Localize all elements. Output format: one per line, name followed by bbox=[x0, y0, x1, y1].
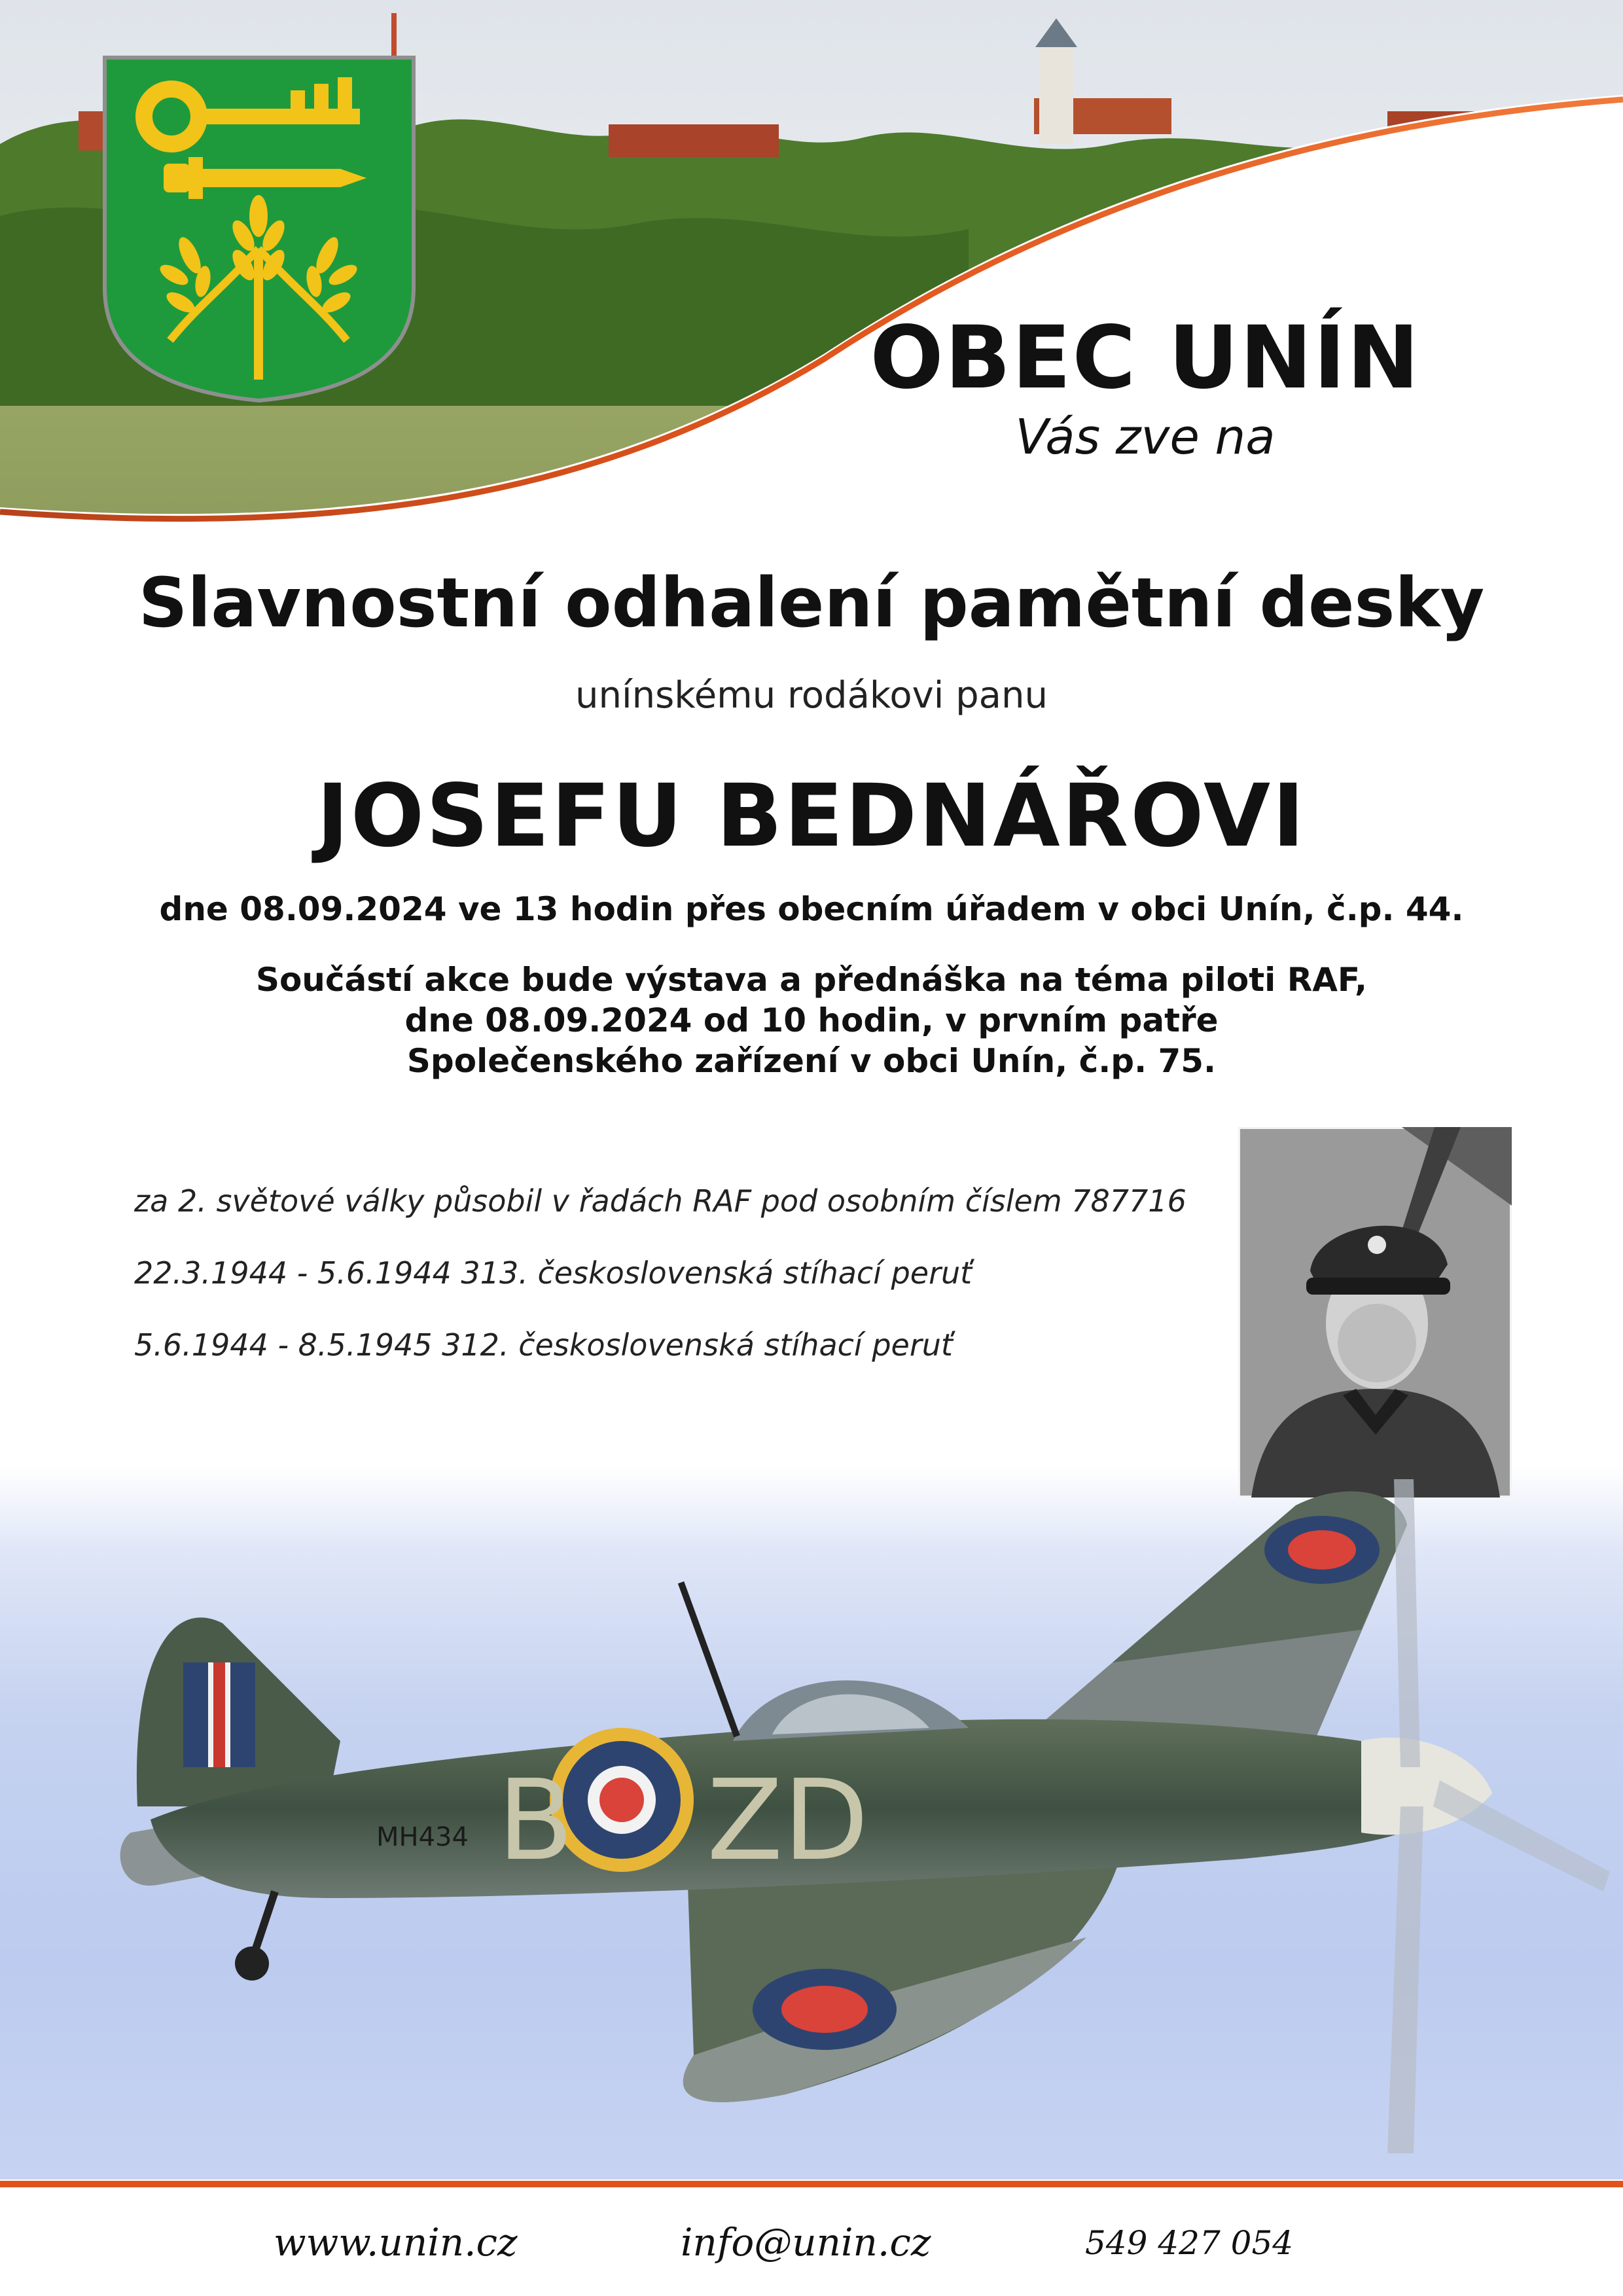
spitfire-aircraft bbox=[0, 1466, 1623, 2179]
pilot-portrait bbox=[1238, 1127, 1512, 1498]
coat-of-arms-icon bbox=[105, 58, 414, 401]
municipality-title: OBEC UNÍN bbox=[870, 308, 1421, 408]
honoree-name: JOSEFU BEDNÁŘOVI bbox=[316, 766, 1307, 867]
invite-line: Vás zve na bbox=[1015, 409, 1275, 465]
footer-email[interactable]: info@unin.cz bbox=[681, 2220, 931, 2265]
aircraft-letter-left: B bbox=[497, 1756, 574, 1886]
event-title: Slavnostní odhalení pamětní desky bbox=[138, 563, 1485, 643]
extra-line-3: Společenského zařízení v obci Unín, č.p. 75. bbox=[406, 1042, 1217, 1080]
event-subtitle: unínskému rodákovi panu bbox=[575, 674, 1048, 717]
footer-phone: 549 427 054 bbox=[1085, 2224, 1294, 2262]
extra-line-2: dne 08.09.2024 od 10 hodin, v prvním patře bbox=[404, 1001, 1219, 1039]
event-date-place: dne 08.09.2024 ve 13 hodin přes obecním úřadem v obci Unín, č.p. 44. bbox=[159, 890, 1464, 928]
bio-line-1: za 2. světové války působil v řadách RAF pod osobním číslem 787716 bbox=[134, 1183, 1186, 1219]
header-banner bbox=[0, 0, 1623, 563]
aircraft-serial: MH434 bbox=[376, 1822, 469, 1852]
footer-website[interactable]: www.unin.cz bbox=[274, 2220, 518, 2265]
extra-line-1: Součástí akce bude výstava a přednáška na téma piloti RAF, bbox=[255, 961, 1368, 999]
bio-line-2: 22.3.1944 - 5.6.1944 313. československá stíhací peruť bbox=[134, 1255, 972, 1291]
aircraft-letters-right: ZD bbox=[707, 1756, 869, 1886]
footer-divider bbox=[0, 2181, 1623, 2187]
bio-line-3: 5.6.1944 - 8.5.1945 312. československá stíhací peruť bbox=[134, 1327, 953, 1363]
